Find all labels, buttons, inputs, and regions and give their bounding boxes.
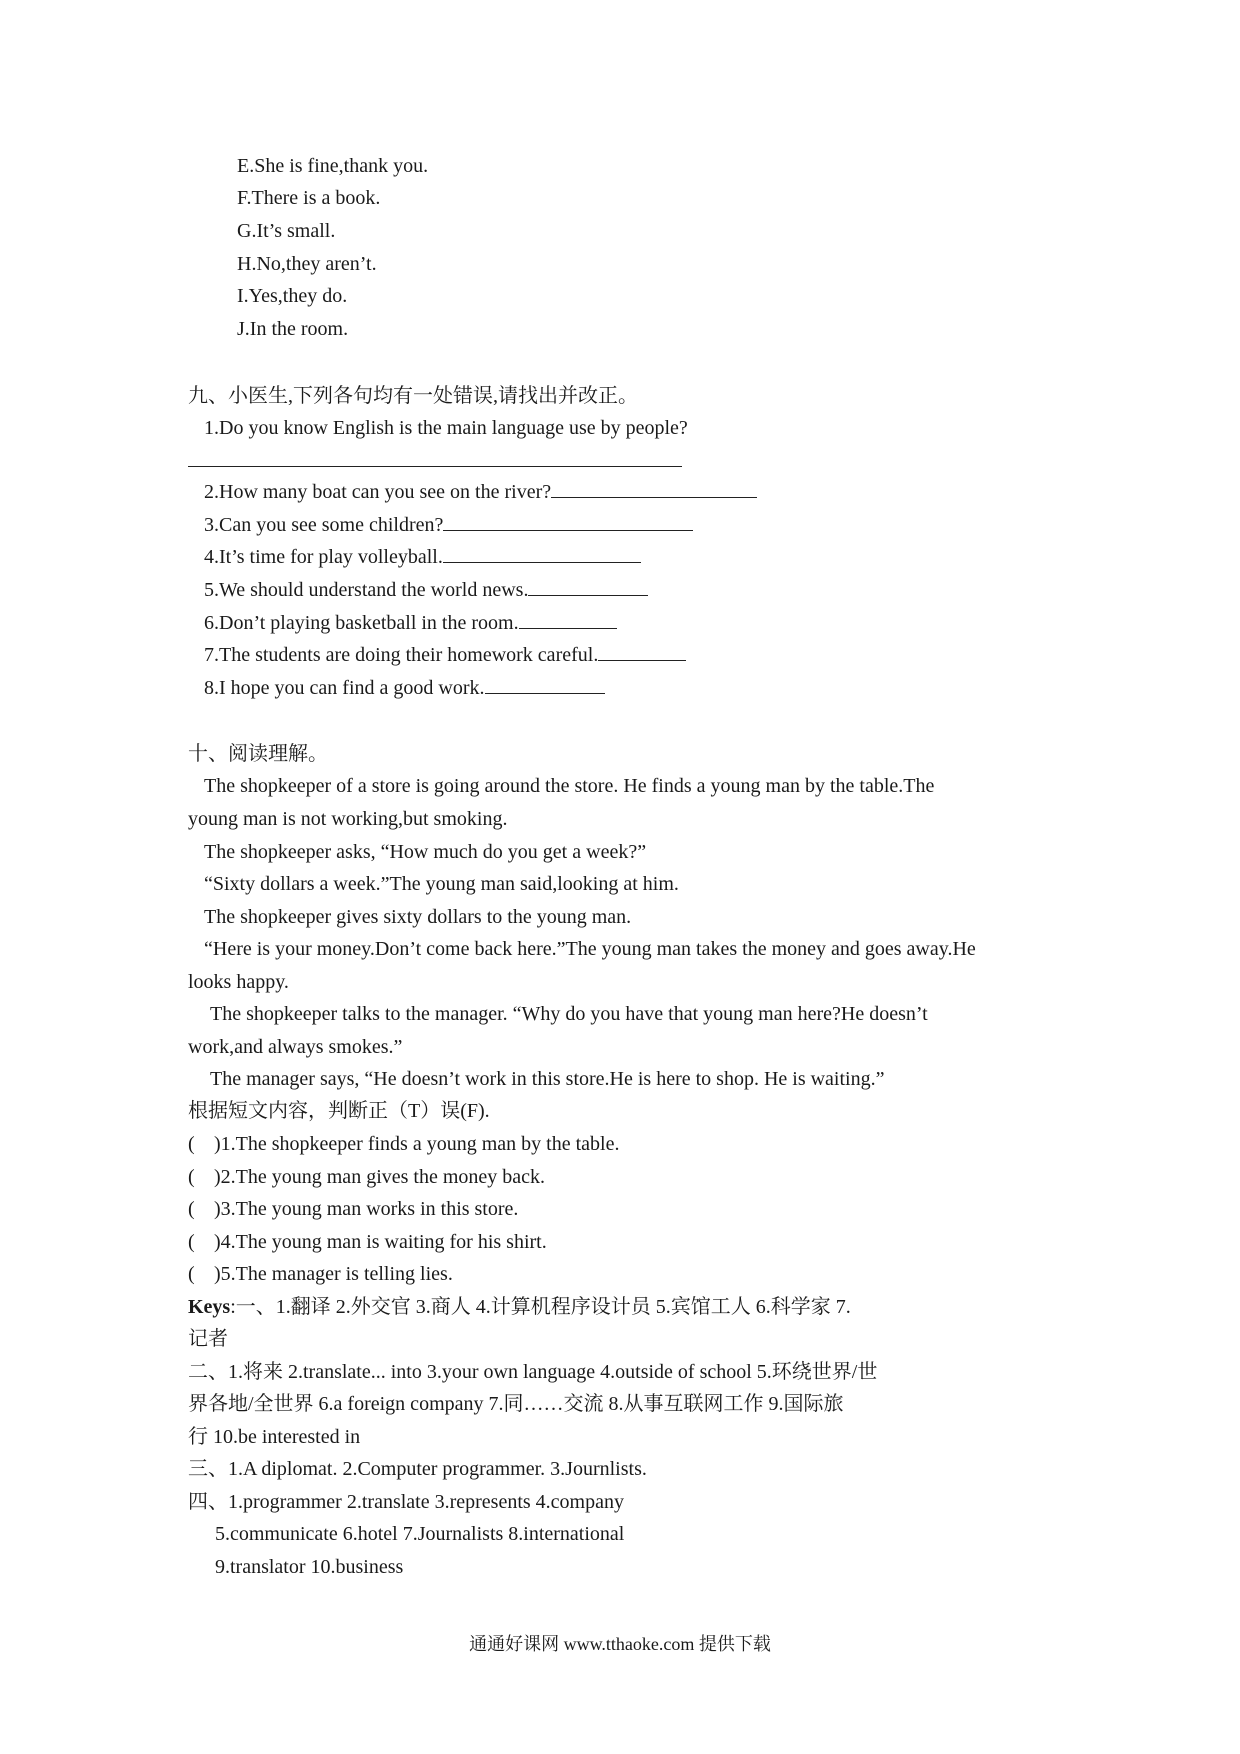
answer-blank-4[interactable] — [443, 544, 641, 563]
error-item-3-text: 3.Can you see some children? — [204, 514, 444, 536]
passage-line: looks happy. — [188, 971, 289, 993]
answer-blank-3[interactable] — [443, 512, 693, 531]
keys-label: Keys — [188, 1296, 231, 1318]
passage-line: work,and always smokes.” — [188, 1036, 403, 1058]
keys-line-7: 四、1.programmer 2.translate 3.represents 4.company — [188, 1491, 624, 1513]
option-g: G.It’s small. — [237, 220, 336, 242]
option-h: H.No,they aren’t. — [237, 253, 377, 275]
tf-item-1 — [188, 1130, 619, 1158]
keys-line-3: 二、1.将来 2.translate... into 3.your own language 4.outside of school 5.环绕世界/世 — [188, 1361, 878, 1383]
error-item-4 — [204, 543, 641, 571]
tf-item-5 — [188, 1260, 453, 1288]
tf-item-3 — [188, 1195, 518, 1223]
answer-paren[interactable]: ( — [188, 1166, 195, 1188]
error-item-6 — [204, 609, 617, 637]
error-item-8-text: 8.I hope you can find a good work. — [204, 677, 485, 699]
keys-line-6: 三、1.A diplomat. 2.Computer programmer. 3.Journlists. — [188, 1458, 647, 1480]
answer-blank-5[interactable] — [528, 577, 648, 596]
keys-line-9: 9.translator 10.business — [215, 1556, 404, 1578]
answer-paren[interactable]: ( — [188, 1263, 195, 1285]
passage-line: The shopkeeper of a store is going around the store. He finds a young man by the table.The — [204, 775, 935, 797]
error-item-5 — [204, 576, 648, 604]
answer-paren[interactable]: ( — [188, 1231, 195, 1253]
tf-item-2 — [188, 1163, 545, 1191]
option-j: J.In the room. — [237, 318, 349, 340]
option-f: F.There is a book. — [237, 187, 381, 209]
option-e: E.She is fine,thank you. — [237, 155, 429, 177]
answer-paren[interactable]: ( — [188, 1133, 195, 1155]
page-footer: 通通好课网 www.tthaoke.com 提供下载 — [469, 1634, 771, 1654]
section-10-title: 十、阅读理解。 — [188, 743, 328, 765]
answer-blank-2[interactable] — [551, 479, 757, 498]
section-9-title: 九、小医生,下列各句均有一处错误,请找出并改正。 — [188, 385, 638, 407]
tf-item-text: )5.The manager is telling lies. — [214, 1263, 453, 1285]
passage-line: “Here is your money.Don’t come back here.”The young man takes the money and goes away.He — [204, 938, 976, 960]
keys-line-4: 界各地/全世界 6.a foreign company 7.同……交流 8.从事互联网工作 9.国际旅 — [188, 1393, 844, 1415]
tf-item-text: )1.The shopkeeper finds a young man by the table. — [214, 1133, 620, 1155]
error-item-4-text: 4.It’s time for play volleyball. — [204, 546, 443, 568]
error-item-5-text: 5.We should understand the world news. — [204, 579, 529, 601]
tf-item-text: )4.The young man is waiting for his shirt. — [214, 1231, 547, 1253]
error-item-6-text: 6.Don’t playing basketball in the room. — [204, 612, 519, 634]
keys-line-1 — [188, 1293, 851, 1321]
passage-line: The shopkeeper talks to the manager. “Why do you have that young man here?He doesn’t — [210, 1003, 928, 1025]
error-item-3 — [204, 511, 693, 539]
error-item-7 — [204, 641, 686, 669]
keys-line-8: 5.communicate 6.hotel 7.Journalists 8.international — [215, 1523, 625, 1545]
error-item-2 — [204, 478, 757, 506]
passage-line: The shopkeeper asks, “How much do you get a week?” — [204, 841, 647, 863]
keys-line-5: 行 10.be interested in — [188, 1426, 361, 1448]
answer-blank-1[interactable] — [188, 466, 682, 467]
tf-instruction: 根据短文内容，判断正（T）误(F). — [188, 1100, 490, 1122]
passage-line: The manager says, “He doesn’t work in this store.He is here to shop. He is waiting.” — [210, 1068, 885, 1090]
passage-line: The shopkeeper gives sixty dollars to the young man. — [204, 906, 632, 928]
option-i: I.Yes,they do. — [237, 285, 348, 307]
error-item-2-text: 2.How many boat can you see on the river? — [204, 481, 552, 503]
error-item-7-text: 7.The students are doing their homework careful. — [204, 644, 599, 666]
error-item-8 — [204, 674, 605, 702]
keys-text: :一、1.翻译 2.外交官 3.商人 4.计算机程序设计员 5.宾馆工人 6.科学家 7. — [230, 1296, 851, 1318]
keys-line-2: 记者 — [188, 1328, 228, 1350]
answer-paren[interactable]: ( — [188, 1198, 195, 1220]
tf-item-4 — [188, 1228, 547, 1256]
tf-item-text: )3.The young man works in this store. — [214, 1198, 519, 1220]
passage-line: young man is not working,but smoking. — [188, 808, 508, 830]
passage-line: “Sixty dollars a week.”The young man said,looking at him. — [204, 873, 679, 895]
answer-blank-6[interactable] — [519, 610, 617, 629]
tf-item-text: )2.The young man gives the money back. — [214, 1166, 546, 1188]
error-item-1: 1.Do you know English is the main language use by people? — [204, 417, 688, 439]
answer-blank-8[interactable] — [485, 675, 605, 694]
answer-blank-7[interactable] — [598, 642, 686, 661]
